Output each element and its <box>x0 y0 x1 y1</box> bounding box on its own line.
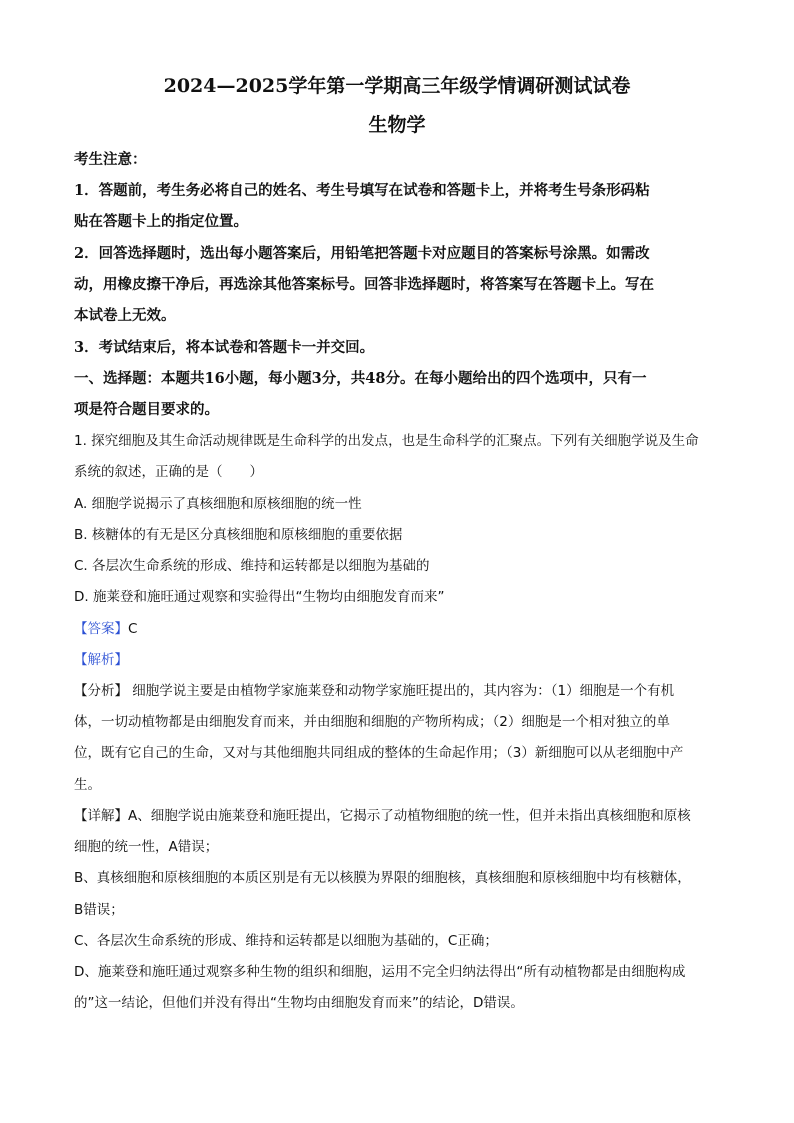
notice-line: 本试卷上无效。 <box>74 307 176 324</box>
question-stem: 1. 探究细胞及其生命活动规律既是生命科学的出发点，也是生命科学的汇聚点。下列有关细胞学说及生命 <box>74 433 699 449</box>
xiangjie-text: B、真核细胞和原核细胞的本质区别是有无以核膜为界限的细胞核，真核细胞和原核细胞中均有核糖体， <box>74 870 691 886</box>
answer-value: C <box>128 621 138 637</box>
answer-line <box>74 619 724 639</box>
xiangjie-text: B错误； <box>74 902 124 918</box>
subject-title: 生物学 <box>368 114 426 136</box>
fenxi-text: 生。 <box>74 777 101 793</box>
notice-line: 2．回答选择题时，选出每小题答案后，用铅笔把答题卡对应题目的答案标号涂黑。如需改 <box>74 245 650 262</box>
xiangjie-text: 的”这一结论，但他们并没有得出“生物均由细胞发育而来”的结论，D错误。 <box>74 995 524 1011</box>
fenxi-text: 位，既有它自己的生命，又对与其他细胞共同组成的整体的生命起作用；（3）新细胞可以从老细胞中产 <box>74 745 684 761</box>
notice-heading: 考生注意： <box>74 151 147 168</box>
option-b: B. 核糖体的有无是区分真核细胞和原核细胞的重要依据 <box>74 527 403 543</box>
xiangjie-text: D、施莱登和施旺通过观察多种生物的组织和细胞，运用不完全归纳法得出“所有动植物都是由细胞构成 <box>74 964 686 980</box>
question-stem: 系统的叙述，正确的是（ ） <box>74 464 263 480</box>
notice-line: 1．答题前，考生务必将自己的姓名、考生号填写在试卷和答题卡上，并将考生号条形码粘 <box>74 182 650 199</box>
answer-tag: 【答案】 <box>74 621 128 637</box>
xiangjie-text: A、细胞学说由施莱登和施旺提出，它揭示了动植物细胞的统一性，但并未指出真核细胞和原核 <box>128 808 691 824</box>
fenxi-text: 体，一切动植物都是由细胞发育而来，并由细胞和细胞的产物所构成；（2）细胞是一个相对独立的单 <box>74 714 670 730</box>
section-heading: 项是符合题目要求的。 <box>74 401 219 418</box>
xiangjie-line <box>74 806 724 826</box>
option-d: D. 施莱登和施旺通过观察和实验得出“生物均由细胞发育而来” <box>74 589 445 605</box>
analysis-line <box>74 650 724 670</box>
xiangjie-text: 细胞的统一性，A错误； <box>74 839 219 855</box>
exam-title: 2024—2025学年第一学期高三年级学情调研测试试卷 <box>163 75 631 97</box>
fenxi-text: 细胞学说主要是由植物学家施莱登和动物学家施旺提出的，其内容为：（1）细胞是一个有机 <box>128 683 675 699</box>
notice-line: 3．考试结束后，将本试卷和答题卡一并交回。 <box>74 339 375 356</box>
xiangjie-text: C、各层次生命系统的形成、维持和运转都是以细胞为基础的，C正确； <box>74 933 498 949</box>
xiangjie-tag: 【详解】 <box>74 808 128 824</box>
fenxi-tag: 【分析】 <box>74 683 128 699</box>
option-c: C. 各层次生命系统的形成、维持和运转都是以细胞为基础的 <box>74 558 430 574</box>
fenxi-line <box>74 681 724 701</box>
option-a: A. 细胞学说揭示了真核细胞和原核细胞的统一性 <box>74 496 362 512</box>
notice-line: 动，用橡皮擦干净后，再选涂其他答案标号。回答非选择题时，将答案写在答题卡上。写在 <box>74 276 654 293</box>
notice-line: 贴在答题卡上的指定位置。 <box>74 213 248 230</box>
analysis-tag: 【解析】 <box>74 652 128 668</box>
section-heading: 一、选择题：本题共16小题，每小题3分，共48分。在每小题给出的四个选项中，只有一 <box>74 370 647 387</box>
